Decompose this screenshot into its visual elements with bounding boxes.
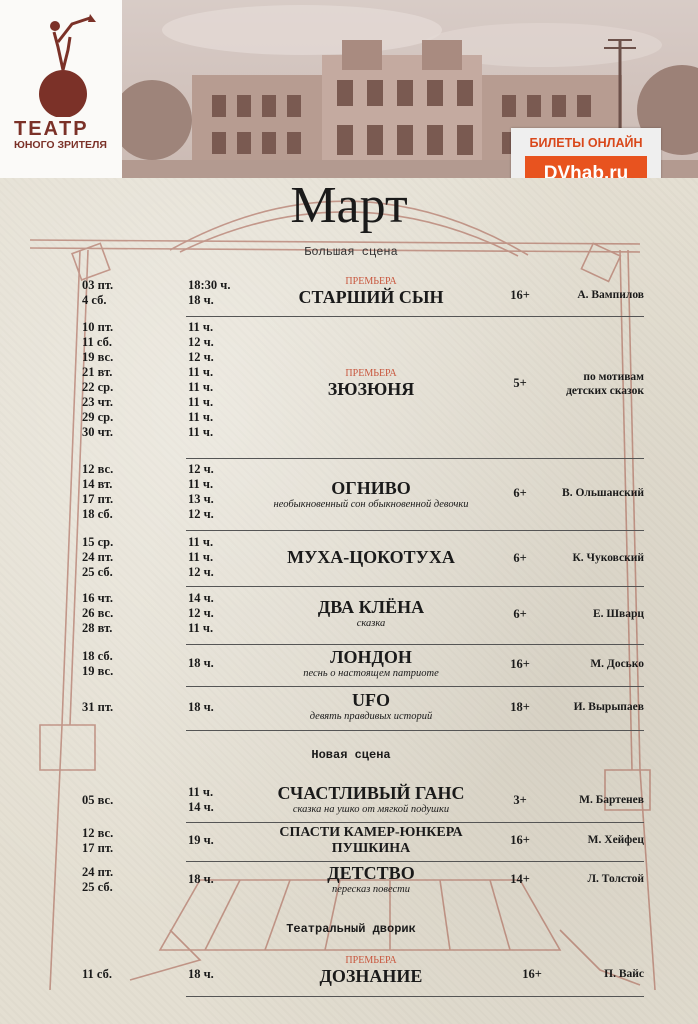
premiere-label: ПРЕМЬЕРА [345,368,397,379]
show-dates: 12 вс. 14 вт. 17 пт. 18 сб. [82,462,114,521]
show-subtitle: сказка на ушко от мягкой подушки [292,804,450,815]
show-subtitle: сказка [356,618,386,629]
age-rating: 16+ [510,657,530,671]
show-title: ДЕТСТВО [327,863,415,883]
section-title-courtyard: Театральный дворик [286,922,416,936]
show-author: М. Досько [590,658,644,670]
show-dates: 11 сб. [82,967,113,981]
show-title-block [246,597,496,630]
show-title-block [246,276,496,308]
show-title: ДОЗНАНИЕ [319,966,423,986]
show-times: 11 ч. 14 ч. [188,785,214,814]
show-dates: 31 пт. [82,700,114,714]
show-times: 18 ч. [188,700,214,714]
show-dates: 18 сб. 19 вс. [82,649,114,678]
show-times: 18:30 ч. 18 ч. [188,278,231,307]
age-rating: 6+ [513,486,527,500]
show-title-block [246,825,496,857]
age-rating: 6+ [513,607,527,621]
show-author: П. Вайс [604,968,644,980]
show-title: СЧАСТЛИВЫЙ ГАНС [277,783,465,803]
show-author: Е. Шварц [592,608,644,620]
show-dates: 16 чт. 26 вс. 28 вт. [82,591,114,635]
show-title: ЗЮЗЮНЯ [327,379,415,399]
premiere-label: ПРЕМЬЕРА [345,955,397,966]
show-author: М. Бартенев [579,794,644,806]
show-dates: 05 вс. [82,793,114,807]
separator [186,316,644,317]
premiere-label: ПРЕМЬЕРА [345,276,397,287]
separator [186,996,644,997]
show-dates: 03 пт. 4 сб. [82,278,114,307]
show-dates: 10 пт. 11 сб. 19 вс. 21 вт. 22 ср. 23 чт. 29 ср. 30 чт. [82,320,114,439]
tickets-online-banner[interactable] [511,128,661,178]
trumpeter-icon [30,12,100,117]
show-times: 18 ч. [188,967,214,981]
show-subtitle: пересказ повести [331,884,411,895]
show-times: 19 ч. [188,833,214,847]
show-times: 11 ч. 12 ч. 12 ч. 11 ч. 11 ч. 11 ч. 11 ч. 11 ч. [188,320,214,439]
show-title: МУХА-ЦОКОТУХА [287,547,455,567]
show-times: 12 ч. 11 ч. 13 ч. 12 ч. [188,462,214,521]
separator [186,458,644,459]
tickets-label: БИЛЕТЫ ОНЛАЙН [529,136,643,150]
show-subtitle: песнь о настоящем патриоте [303,668,439,679]
theatre-logo [0,0,122,178]
age-rating: 16+ [510,288,530,302]
separator [186,586,644,587]
age-rating: 5+ [513,376,527,390]
show-title-block [246,647,496,680]
show-title: ОГНИВО [331,478,411,498]
show-times: 18 ч. [188,656,214,670]
show-dates: 24 пт. 25 сб. [82,865,114,894]
age-rating: 3+ [513,793,527,807]
show-title-block [246,955,496,987]
show-author: В. Ольшанский [562,487,644,499]
logo-subtitle: ЮНОГО ЗРИТЕЛЯ [14,139,107,151]
show-times: 14 ч. 12 ч. 11 ч. [188,591,214,635]
age-rating: 14+ [510,872,530,886]
show-title: СТАРШИЙ СЫН [298,287,444,307]
age-rating: 6+ [513,551,527,565]
header [0,0,698,178]
show-title-block [246,368,496,400]
separator [186,822,644,823]
show-title-block [246,783,496,816]
show-subtitle: необыкновенный сон обыкновенной девочки [273,499,469,510]
show-dates: 15 ср. 24 пт. 25 сб. [82,535,114,579]
show-author: Л. Толстой [587,873,644,885]
show-author: И. Вырыпаев [573,701,644,713]
show-title-block [246,478,496,511]
show-title-block [246,547,496,568]
section-title-big-stage: Большая сцена [304,245,398,259]
show-dates: 12 вс. 17 пт. [82,826,114,855]
show-title: ДВА КЛЁНА [317,597,425,617]
separator [186,644,644,645]
month-title: Март [290,177,408,234]
tickets-site-button[interactable]: DVhab.ru [525,156,647,178]
separator [186,686,644,687]
age-rating: 16+ [510,833,530,847]
separator [186,861,644,862]
age-rating: 16+ [522,967,542,981]
show-title-block [246,863,496,896]
show-author: по мотивам детских сказок [566,371,644,397]
show-author: М. Хейфец [587,834,644,846]
show-subtitle: девять правдивых историй [309,711,433,722]
show-title: СПАСТИ КАМЕР-ЮНКЕРА ПУШКИНА [279,825,463,856]
show-title-block [246,690,496,723]
separator [186,530,644,531]
show-author: К. Чуковский [572,552,644,564]
age-rating: 18+ [510,700,530,714]
show-title: UFO [352,690,390,710]
show-title: ЛОНДОН [330,647,412,667]
separator [186,730,644,731]
show-times: 18 ч. [188,872,214,886]
logo-title: ТЕАТР [14,118,89,140]
show-times: 11 ч. 11 ч. 12 ч. [188,535,214,579]
section-title-new-stage: Новая сцена [311,748,391,762]
show-author: А. Вампилов [577,289,644,301]
